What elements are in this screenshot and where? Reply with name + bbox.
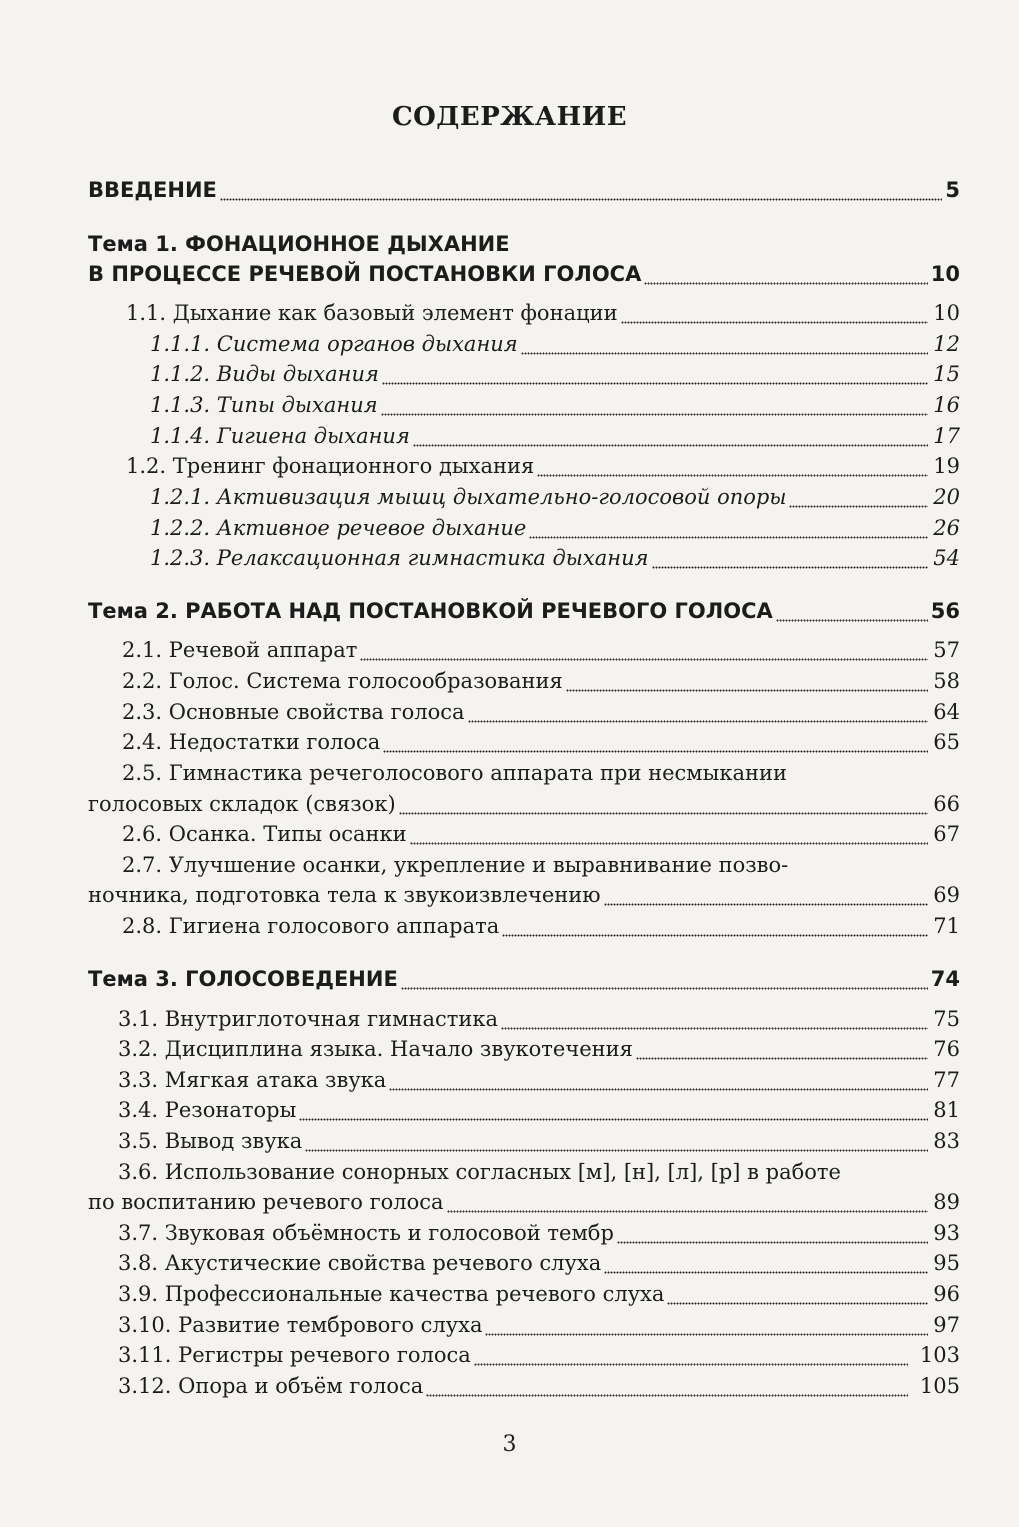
toc-leader-dots: [383, 727, 928, 757]
toc-entry-page: 17: [933, 424, 960, 448]
toc-entry-label: 3.5. Вывод звука: [118, 1129, 303, 1153]
toc-entry-label: 1.1.4. Гигиена дыхания: [150, 424, 410, 448]
toc-entry-page: 56: [930, 599, 960, 623]
toc-entry: [0, 1248, 1019, 1278]
toc-entry: [0, 666, 1019, 696]
toc-entry: [0, 697, 1019, 727]
toc-entry: [0, 482, 1019, 512]
toc-leader-dots: [502, 911, 928, 941]
toc-entry-page: 96: [933, 1282, 960, 1306]
toc-entry-label: 2.6. Осанка. Типы осанки: [122, 822, 407, 846]
toc-entry-page: 12: [933, 332, 960, 356]
toc-leader-dots: [468, 697, 928, 727]
toc-leader-dots: [485, 1310, 928, 1340]
toc-entry: [0, 1340, 1019, 1370]
toc-entry-label: 2.4. Недостатки голоса: [122, 730, 381, 754]
toc-entry: [0, 911, 1019, 941]
page-title: СОДЕРЖАНИЕ: [391, 102, 628, 132]
toc-entry-label: 1.1.3. Типы дыхания: [150, 393, 378, 417]
toc-leader-dots: [604, 1248, 928, 1278]
toc-entry-label: 1.2.1. Активизация мышц дыхательно-голосовой опоры: [150, 485, 787, 509]
toc-entry-label: 2.3. Основные свойства голоса: [122, 700, 465, 724]
toc-entry-page: 69: [933, 883, 960, 907]
toc-entry-label: голосовых складок (связок): [88, 792, 396, 816]
toc-entry: [0, 1126, 1019, 1156]
toc-entry-label: 3.10. Развитие тембрового слуха: [118, 1313, 483, 1337]
toc-entry-page: 10: [933, 301, 960, 325]
toc-entry-label: 3.1. Внутриглоточная гимнастика: [118, 1007, 499, 1031]
toc-entry: [0, 1310, 1019, 1340]
toc-entry: [0, 1034, 1019, 1064]
toc-leader-dots: [636, 1034, 928, 1064]
toc-leader-dots: [389, 1065, 928, 1095]
toc-leader-dots: [537, 451, 928, 481]
toc-entry-label: 1.1.2. Виды дыхания: [150, 362, 379, 386]
toc-entry-page: 75: [933, 1007, 960, 1031]
toc-leader-dots: [381, 390, 928, 420]
toc-entry-page: 77: [933, 1068, 960, 1092]
toc-entry: [0, 596, 1019, 626]
toc-entry: [0, 1279, 1019, 1309]
toc-leader-dots: [447, 1187, 928, 1217]
toc-entry: [0, 421, 1019, 451]
toc-entry-label: 3.7. Звуковая объёмность и голосовой тембр: [118, 1221, 614, 1245]
toc-entry-label: 3.8. Акустические свойства речевого слуха: [118, 1251, 602, 1275]
toc-entry: [0, 229, 1019, 259]
toc-leader-dots: [360, 635, 928, 665]
toc-entry: [0, 359, 1019, 389]
toc-entry: [0, 635, 1019, 665]
toc-entry-label: Тема 2. РАБОТА НАД ПОСТАНОВКОЙ РЕЧЕВОГО ГОЛОСА: [88, 599, 773, 623]
toc-entry: [0, 850, 1019, 880]
toc-entry-label: ВВЕДЕНИЕ: [88, 178, 217, 202]
toc-entry-label: 1.1.1. Система органов дыхания: [150, 332, 518, 356]
toc-leader-dots: [789, 482, 928, 512]
toc-entry: [0, 819, 1019, 849]
toc-entry: [0, 1218, 1019, 1248]
toc-leader-dots: [401, 964, 928, 994]
toc-entry: [0, 964, 1019, 994]
toc-entry-page: 95: [933, 1251, 960, 1275]
toc-entry-page: 83: [933, 1129, 960, 1153]
toc-leader-dots: [299, 1095, 928, 1125]
page-number: 3: [502, 1432, 517, 1457]
toc-leader-dots: [474, 1340, 908, 1370]
toc-entry: [0, 1157, 1019, 1187]
toc-entry-page: 5: [945, 178, 960, 202]
toc-entry: [0, 1004, 1019, 1034]
toc-entry-label: 1.2.3. Релаксационная гимнастика дыхания: [150, 546, 649, 570]
toc-leader-dots: [521, 329, 928, 359]
toc-entry: [0, 329, 1019, 359]
toc-entry-page: 15: [933, 362, 960, 386]
toc-leader-dots: [617, 1218, 928, 1248]
toc-entry-label: 2.2. Голос. Система голосообразования: [122, 669, 563, 693]
toc-entry-label: В ПРОЦЕССЕ РЕЧЕВОЙ ПОСТАНОВКИ ГОЛОСА: [88, 262, 642, 286]
toc-entry-page: 67: [933, 822, 960, 846]
toc-entry-label: 2.5. Гимнастика речеголосового аппарата при несмыкании: [122, 761, 787, 785]
toc-entry: [0, 727, 1019, 757]
toc-entry: [0, 1065, 1019, 1095]
toc-entry-page: 93: [933, 1221, 960, 1245]
toc-entry-page: 65: [933, 730, 960, 754]
toc-entry-page: 71: [933, 914, 960, 938]
toc-leader-dots: [413, 421, 928, 451]
toc-leader-dots: [566, 666, 928, 696]
toc-entry: [0, 758, 1019, 788]
toc-entry-label: Тема 3. ГОЛОСОВЕДЕНИЕ: [88, 967, 398, 991]
toc-entry-label: 3.12. Опора и объём голоса: [118, 1374, 424, 1398]
toc-entry-page: 19: [933, 454, 960, 478]
toc-entry: [0, 543, 1019, 573]
toc-entry-page: 89: [933, 1190, 960, 1214]
toc-entry-label: 3.4. Резонаторы: [118, 1098, 297, 1122]
toc-leader-dots: [621, 298, 928, 328]
toc-entry-page: 66: [933, 792, 960, 816]
toc-leader-dots: [604, 880, 928, 910]
toc-entry-page: 26: [933, 516, 960, 540]
toc-entry: [0, 1371, 1019, 1401]
toc-entry: [0, 298, 1019, 328]
toc-entry-page: 74: [930, 967, 960, 991]
toc-leader-dots: [667, 1279, 928, 1309]
toc-entry-label: 2.7. Улучшение осанки, укрепление и выравнивание позво-: [122, 853, 789, 877]
toc-leader-dots: [529, 513, 928, 543]
toc-leader-dots: [644, 259, 928, 289]
toc-entry-page: 57: [933, 638, 960, 662]
toc-leader-dots: [220, 175, 942, 205]
toc-entry-page: 81: [933, 1098, 960, 1122]
toc-entry-page: 20: [933, 485, 960, 509]
toc-entry-page: 76: [933, 1037, 960, 1061]
toc-entry-label: 1.1. Дыхание как базовый элемент фонации: [126, 301, 618, 325]
toc-leader-dots: [410, 819, 928, 849]
toc-entry-label: 3.9. Профессиональные качества речевого слуха: [118, 1282, 665, 1306]
toc-entry-label: 3.6. Использование сонорных согласных [м], [н], [л], [р] в работе: [118, 1160, 841, 1184]
toc-entry-page: 103: [919, 1343, 960, 1367]
toc-entry-label: 3.2. Дисциплина языка. Начало звукотечения: [118, 1037, 633, 1061]
toc-entry-page: 16: [933, 393, 960, 417]
toc-entry-label: 3.3. Мягкая атака звука: [118, 1068, 387, 1092]
toc-leader-dots: [501, 1004, 928, 1034]
toc-entry-label: 3.11. Регистры речевого голоса: [118, 1343, 471, 1367]
toc-entry-page: 64: [933, 700, 960, 724]
toc-leader-dots: [382, 359, 928, 389]
toc-entry-label: 1.2. Тренинг фонационного дыхания: [126, 454, 535, 478]
toc-leader-dots: [399, 789, 928, 819]
toc-entry: [0, 390, 1019, 420]
toc-entry-page: 54: [933, 546, 960, 570]
toc-leader-dots: [426, 1371, 908, 1401]
toc-entry-page: 58: [933, 669, 960, 693]
toc-entry: [0, 451, 1019, 481]
toc-entry-page: 105: [919, 1374, 960, 1398]
toc-entry-label: 2.8. Гигиена голосового аппарата: [122, 914, 500, 938]
toc-entry: [0, 259, 1019, 289]
toc-entry-page: 97: [933, 1313, 960, 1337]
toc-entry: [0, 513, 1019, 543]
toc-entry-page: 10: [930, 262, 960, 286]
toc-entry: [0, 789, 1019, 819]
toc-entry-label: 2.1. Речевой аппарат: [122, 638, 358, 662]
toc-entry: [0, 1187, 1019, 1217]
toc-leader-dots: [305, 1126, 928, 1156]
toc-entry: [0, 880, 1019, 910]
toc-entry: [0, 175, 1019, 205]
toc-entry-label: Тема 1. ФОНАЦИОННОЕ ДЫХАНИЕ: [88, 232, 510, 256]
toc-leader-dots: [776, 596, 928, 626]
toc-leader-dots: [652, 543, 928, 573]
toc-entry: [0, 1095, 1019, 1125]
toc-entry-label: ночника, подготовка тела к звукоизвлечению: [88, 883, 601, 907]
toc-entry-label: 1.2.2. Активное речевое дыхание: [150, 516, 527, 540]
toc-entry-label: по воспитанию речевого голоса: [88, 1190, 444, 1214]
